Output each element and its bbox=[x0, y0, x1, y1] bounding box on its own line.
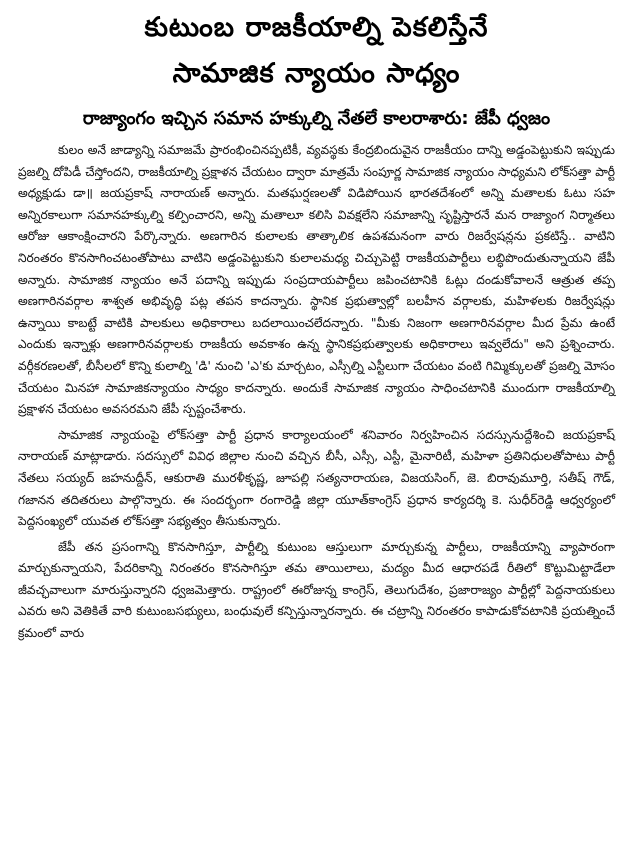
paragraph-3: జేపీ తన ప్రసంగాన్ని కొనసాగిస్తూ, పార్టీల్ని కుటుంబ ఆస్తులుగా మార్చుకున్న పార్టీలు, రాజకీయాన్ని వ్యాపారంగా మార్చుకున్నాయని, పేదరికాన్ని నిరంతరం కొనసాగిస్తూ తమ తాయిలాలు, మద్యం మీద ఆధారపడే రీతిలో కొట్టుమిట్టాడేలా జీవచ్ఛవాలుగా మారుస్తున్నారని ధ్వజమెత్తారు. రాష్ట్రంలో ఈరోజున్న కాంగ్రెస్, తెలుగుదేశం, ప్రజారాజ్యం పార్టీల్లో పెద్దనాయకులు ఎవరు అని వెతికితే వారి కుటుంబసభ్యులు, బంధువులే కన్పిస్తున్నారన్నారు. ఈ చట్రాన్ని నిరంతరం కాపాడుకోవటానికి ప్రయత్నించే క్రమంలో వారు bbox=[18, 539, 615, 641]
article-body bbox=[18, 140, 615, 645]
paragraph-1: కులం అనే జాడ్యాన్ని సమాజమే ప్రారంభించినప్పటికీ, వ్యవస్థకు కేంద్రబిందువైన రాజకీయం దాన్ని అడ్డంపెట్టుకుని ఇప్పుడు ప్రజల్ని దోపిడీ చేస్తోందని, రాజకీయాల్ని ప్రక్షాళన చేయటం ద్వారా మాత్రమే సంపూర్ణ సామాజిక న్యాయం సాధ్యమని లోక్‌సత్తా పార్టీ అధ్యక్షుడు డా॥ జయప్రకాష్ నారాయణ్ అన్నారు. మతఘర్షణలతో విడిపోయిన భారతదేశంలో అన్ని మతాలకు ఓటు సహ అన్నిరకాలుగా సమానహక్కుల్ని కల్పించారని, అన్ని మతాలూ కలిసి వివక్షలేని సమాజాన్ని సృష్టిస్తారనే మన రాజ్యాంగ నిర్మాతలు ఆరోజు ఆకాంక్షించారని పేర్కొన్నారు. అణగారిన కులాలకు తాత్కాలిక ఉపశమనంగా వారు రిజర్వేషన్లను ప్రకటిస్తే.. వాటిని నిరంతరం కొనసాగించటంతోపాటు వాటిని అడ్డంపెట్టుకుని కులాలమధ్య చిచ్చుపెట్టి రాజకీయపార్టీలు లబ్ధిపొందుతున్నాయని జేపీ అన్నారు. సామాజిక న్యాయం అనే పదాన్ని ఇప్పుడు సంప్రదాయపార్టీలు జపించటానికి ఓట్లు దండుకోవాలనే ఆత్రుత తప్ప అణగారినవర్గాల శాశ్వత అభివృద్ధి పట్ల తపన కాదన్నారు. స్థానిక ప్రభుత్వాల్లో బలహీన వర్గాలకు, మహిళలకు రిజర్వేషన్లు ఉన్నాయి కాబట్టే వాటికి పాలకులు అధికారాలు బదలాయించలేదన్నారు. "మీకు నిజంగా అణగారినవర్గాల మీద ప్రేమ ఉంటే ఎందుకు ఇన్నాళ్లు అణగారినవర్గాలకు రాజకీయ అవకాశం ఉన్న స్థానికప్రభుత్వాలకు అధికారాలు ఇవ్వలేదు" అని ప్రశ్నించారు. వర్గీకరణలతో, బీసీలలో కొన్ని కులాల్ని 'డి' నుంచి 'ఎ'కు మార్చటం, ఎస్సీల్ని ఎస్టీలుగా చేయటం వంటి గిమ్మిక్కులతో ప్రజల్ని మోసం చేయటం మినహా సామాజికన్యాయం సాధ్యం కాదన్నారు. అందుకే సామాజిక న్యాయం సాధించటానికి ముందుగా రాజకీయాల్ని ప్రక్షాళన చేయటం అవసరమని జేపీ స్పష్టంచేశారు. bbox=[18, 143, 615, 417]
subheadline: రాజ్యాంగం ఇచ్చిన సమాన హక్కుల్ని నేతలే కాలరాశారు: జేపీ ధ్వజం bbox=[82, 108, 551, 129]
paragraph-2: సామాజిక న్యాయంపై లోక్‌సత్తా పార్టీ ప్రధాన కార్యాలయంలో శనివారం నిర్వహించిన సదస్సునుద్దేశించి జయప్రకాష్ నారాయణ్ మాట్లాడారు. సదస్సులో వివిధ జిల్లాల నుంచి వచ్చిన బీసీ, ఎస్సీ, ఎస్టీ, మైనారిటీ, మహిళా ప్రతినిధులతోపాటు పార్టీ నేతలు సయ్యద్ జహనుద్దీన్, ఆకురాతి మురళీకృష్ణ, జూపల్లి సత్యనారాయణ, విజయసింగ్, జె. బిరావుమూర్తి, సతీష్ గౌడ్, గజానన తదితరులు పాల్గొన్నారు. ఈ సందర్భంగా రంగారెడ్డి జిల్లా యూత్‌కాంగ్రెస్ ప్రధాన కార్యదర్శి కె. సుధీర్‌రెడ్డి ఆధ్వర్యంలో పెద్దసంఖ్యలో యువత లోక్‌సత్తా సభ్యత్వం తీసుకున్నారు. bbox=[18, 427, 615, 529]
headline-line-2: సామాజిక న్యాయం సాధ్యం bbox=[172, 58, 461, 89]
headline-line-1: కుటుంబ రాజకీయాల్ని పెకలిస్తేనే bbox=[144, 12, 489, 43]
